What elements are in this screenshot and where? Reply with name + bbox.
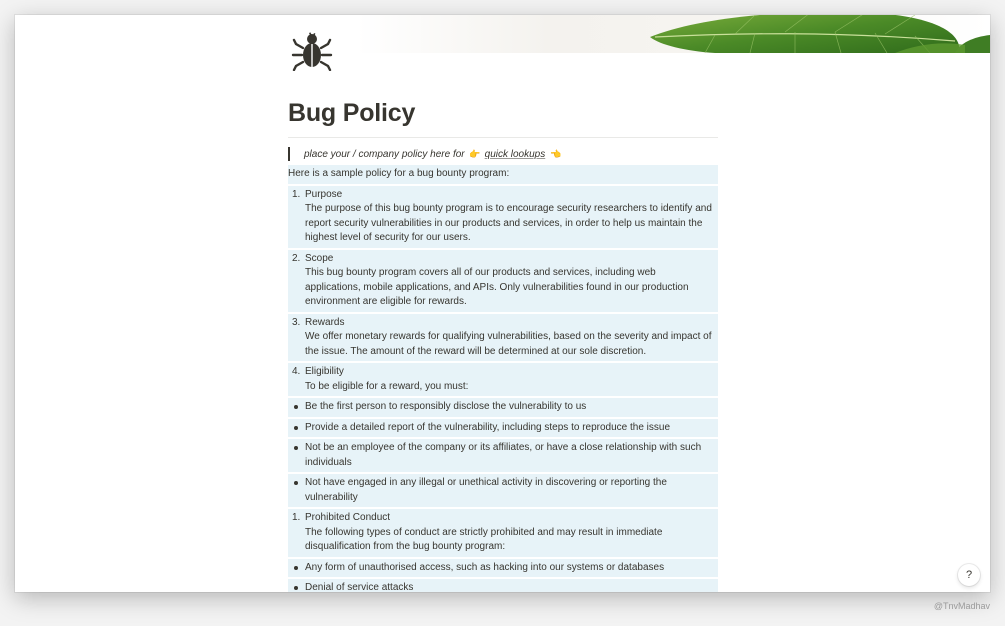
list-item-desc: The following types of conduct are strictly prohibited and may result in immediate disqualification from the bug bounty program: [305, 526, 663, 552]
list-item-title: Purpose [305, 188, 343, 200]
list-item-purpose[interactable] [288, 186, 718, 248]
list-number: 1. [292, 512, 301, 523]
list-item-title: Prohibited Conduct [305, 512, 391, 523]
author-watermark: @TnvMadhav [933, 601, 990, 611]
list-item-title: Scope [305, 252, 334, 264]
list-item-eligibility[interactable] [288, 363, 718, 396]
list-item-prohibited-conduct[interactable] [288, 509, 718, 557]
pointing-left-icon: 👈 [550, 149, 562, 159]
list-item-scope[interactable] [288, 250, 718, 312]
bullet-item[interactable] [288, 439, 718, 472]
bullet-text: Not be an employee of the company or its affiliates, or have a close relationship with such individuals [305, 442, 702, 468]
quick-lookups-link[interactable]: quick lookups [484, 149, 546, 160]
list-item-desc: We offer monetary rewards for qualifying vulnerabilities, based on the severity and impact of the issue. The amount of the reward will be determined at our sole discretion. [305, 331, 712, 357]
page-title[interactable]: Bug Policy [288, 99, 416, 127]
list-item-desc: The purpose of this bug bounty program is to encourage security researchers to identify and report security vulnerabilities in our products and services, in order to help us maintain the highest level of security for our users. [305, 203, 712, 243]
bullet-text: Not have engaged in any illegal or unethical activity in discovering or reporting the vulnerability [305, 477, 667, 503]
policy-quote[interactable] [288, 146, 718, 162]
leaf-cover-art [15, 15, 990, 53]
list-number: 3. [292, 316, 301, 328]
bug-icon[interactable] [291, 31, 333, 71]
list-item-rewards[interactable] [288, 314, 718, 362]
list-number: 1. [292, 188, 301, 200]
list-number: 2. [292, 252, 301, 264]
bullet-text: Denial of service attacks [305, 582, 414, 592]
title-divider [288, 137, 718, 138]
bullet-text: Be the first person to responsibly disclose the vulnerability to us [305, 401, 587, 412]
bullet-text: Any form of unauthorised access, such as hacking into our systems or databases [305, 561, 665, 573]
pointing-right-icon: 👉 [469, 149, 481, 159]
intro-text[interactable] [288, 165, 718, 184]
list-item-title: Eligibility [305, 366, 344, 377]
bullet-item[interactable] [288, 579, 718, 592]
bullet-item[interactable] [288, 559, 718, 578]
bullet-text: Provide a detailed report of the vulnerability, including steps to reproduce the issue [305, 421, 671, 433]
list-number: 4. [292, 366, 301, 377]
bullet-item[interactable] [288, 398, 718, 417]
help-button[interactable]: ? [958, 564, 980, 586]
bullet-item[interactable] [288, 474, 718, 507]
quote-text: place your / company policy here for [304, 149, 465, 160]
list-item-title: Rewards [305, 316, 345, 328]
bullet-item[interactable] [288, 419, 718, 438]
intro-text-label: Here is a sample policy for a bug bounty program: [288, 168, 510, 179]
notion-window [15, 15, 990, 592]
list-item-desc: This bug bounty program covers all of our products and services, including web applications, mobile applications, and APIs. Only vulnerabilities found in our production environment are eligible for rewards. [305, 267, 689, 307]
list-item-desc: To be eligible for a reward, you must: [305, 380, 469, 392]
policy-content [288, 165, 718, 592]
cover-image[interactable] [15, 15, 990, 53]
